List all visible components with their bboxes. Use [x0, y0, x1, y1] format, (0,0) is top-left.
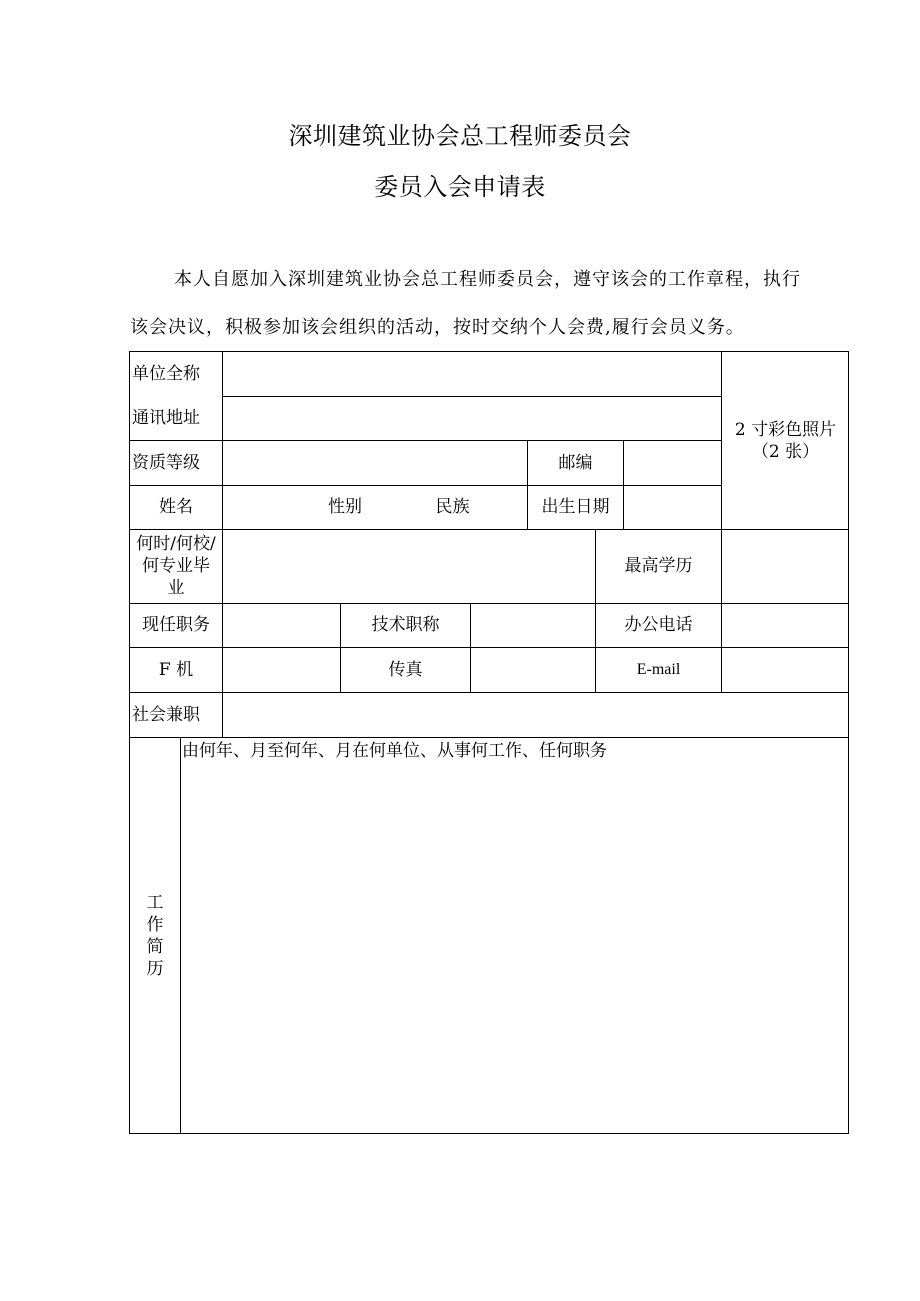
label-resume [130, 737, 180, 1134]
photo-box[interactable] [722, 352, 849, 529]
field-birth-date[interactable] [624, 486, 721, 529]
field-position[interactable] [223, 604, 340, 647]
intro-line-1: 本人自愿加入深圳建筑业协会总工程师委员会，遵守该会的工作章程，执行 [174, 269, 801, 290]
field-education[interactable] [722, 530, 849, 603]
field-graduation[interactable] [223, 530, 595, 603]
field-tech-title[interactable] [471, 604, 595, 647]
label-qualification: 资质等级 [132, 452, 200, 473]
field-social[interactable] [223, 693, 849, 737]
field-mobile[interactable] [223, 648, 340, 692]
label-address: 通讯地址 [132, 408, 200, 428]
label-tech-title: 技术职称 [371, 615, 440, 635]
field-email[interactable] [722, 648, 849, 692]
application-form-table [129, 351, 849, 1134]
label-graduation: 何时/何校/何专业毕业 [136, 534, 216, 598]
label-education: 最高学历 [624, 556, 693, 576]
label-mobile: F 机 [158, 659, 194, 680]
intro-line-2: 该会决议，积极参加该会组织的活动，按时交纳个人会费,履行会员义务。 [130, 317, 745, 338]
label-ethnicity: 民族 [435, 497, 470, 517]
field-address[interactable] [223, 397, 721, 440]
label-unit-name: 单位全称 [132, 364, 200, 384]
label-fax: 传真 [388, 659, 423, 680]
field-unit-name[interactable] [223, 352, 721, 396]
label-gender: 性别 [328, 497, 362, 517]
label-photo: 2 寸彩色照片（2 张） [734, 419, 837, 462]
label-postcode: 邮编 [558, 452, 593, 473]
label-position: 现任职务 [142, 615, 210, 635]
field-postcode[interactable] [624, 441, 721, 485]
label-birth-date: 出生日期 [541, 497, 610, 517]
resume-char: 作 [146, 914, 164, 935]
label-name: 姓名 [159, 497, 193, 517]
form-title: 深圳建筑业协会总工程师委员会 [288, 122, 632, 150]
resume-char: 历 [146, 958, 164, 979]
resume-char: 工 [146, 892, 164, 913]
label-social: 社会兼职 [132, 704, 200, 725]
field-office-phone[interactable] [722, 604, 849, 647]
form-subtitle: 委员入会申请表 [374, 173, 546, 201]
field-resume[interactable] [181, 738, 849, 1134]
resume-hint: 由何年、月至何年、月在何单位、从事何工作、任何职务 [182, 741, 607, 761]
label-email: E-mail [636, 660, 681, 678]
field-qualification[interactable] [223, 441, 527, 485]
field-fax[interactable] [471, 648, 595, 692]
resume-char: 简 [146, 936, 164, 957]
label-office-phone: 办公电话 [624, 615, 693, 635]
